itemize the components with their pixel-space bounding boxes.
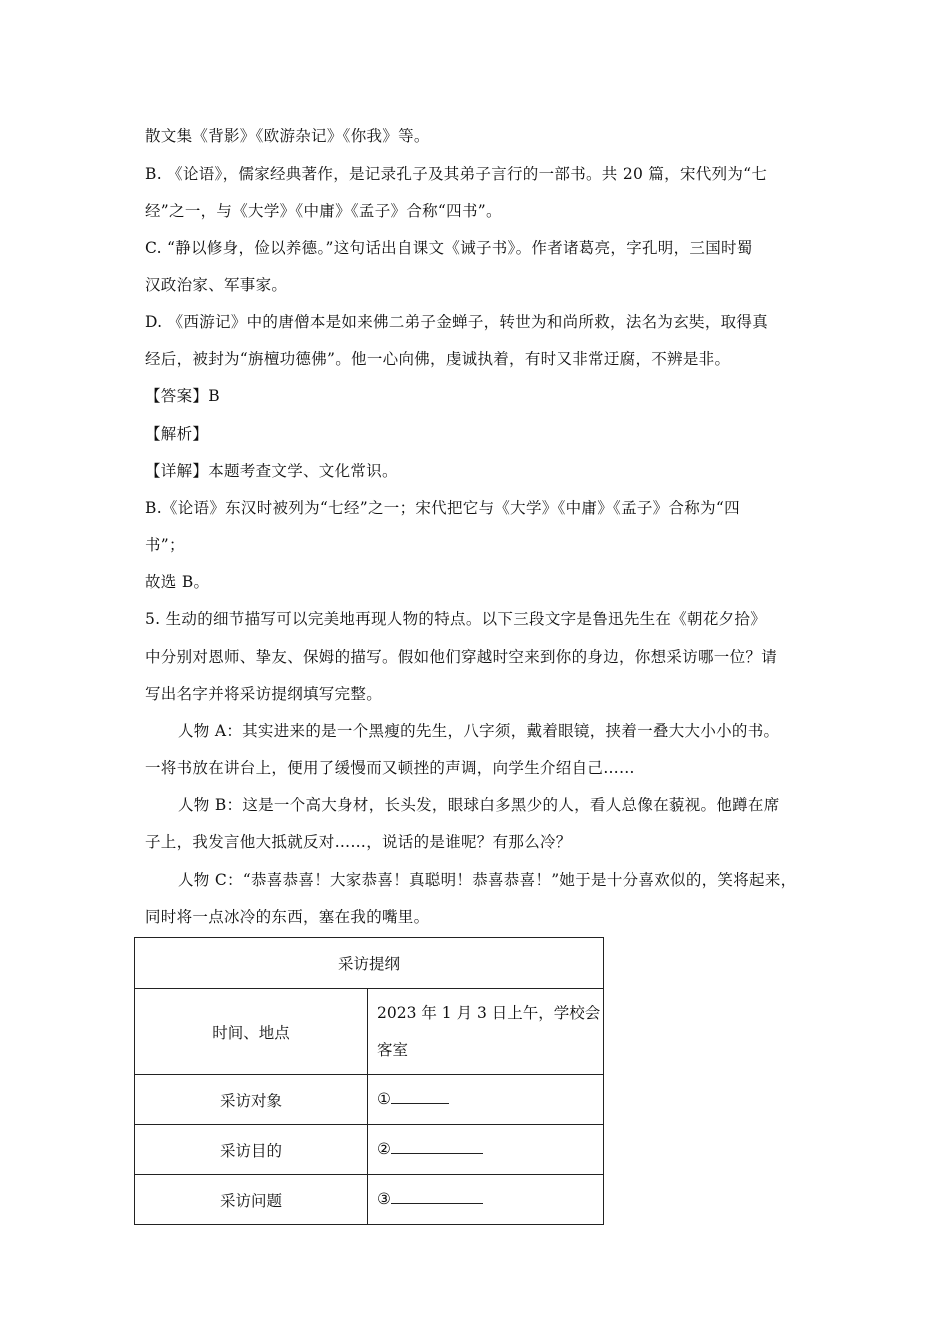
- text-line: 散文集《背影》《欧游杂记》《你我》等。: [145, 127, 430, 145]
- time-place-line2: 客室: [377, 1040, 409, 1059]
- text-line: B.《论语》东汉时被列为“七经”之一；宋代把它与《大学》《中庸》《孟子》合称为“四: [145, 499, 740, 517]
- row-label: 采访目的: [135, 1125, 368, 1175]
- text-line: 经后，被封为“旃檀功德佛”。他一心向佛，虔诚执着，有时又非常迂腐，不辨是非。: [145, 350, 731, 368]
- text-line: 一将书放在讲台上，便用了缓慢而又顿挫的声调，向学生介绍自己……: [145, 759, 635, 777]
- choose-line: 故选 B。: [145, 573, 210, 591]
- answer-cell-1: [368, 1075, 604, 1125]
- row-label: 采访问题: [135, 1175, 368, 1225]
- detail-line: 【详解】本题考查文学、文化常识。: [145, 462, 398, 480]
- row-label: 采访对象: [135, 1075, 368, 1125]
- text-line: 子上，我发言他大抵就反对……，说话的是谁呢？有那么冷？: [145, 833, 572, 851]
- text-line: 经”之一，与《大学》《中庸》《孟子》合称“四书”。: [145, 202, 502, 220]
- time-place-line1: 2023 年 1 月 3 日上午，学校会: [377, 1003, 601, 1022]
- row-label: 时间、地点: [135, 989, 368, 1075]
- question-5-line: 5. 生动的细节描写可以完美地再现人物的特点。以下三段文字是鲁迅先生在《朝花夕拾》: [145, 610, 767, 628]
- marker: ③: [377, 1190, 391, 1208]
- analysis-label: 【解析】: [145, 425, 209, 443]
- table-row: [135, 1125, 604, 1175]
- table-row: [135, 1075, 604, 1125]
- table-row: [135, 1175, 604, 1225]
- text-line: 汉政治家、军事家。: [145, 276, 288, 294]
- character-a-line: 人物 A：其实进来的是一个黑瘦的先生，八字须，戴着眼镜，挟着一叠大大小小的书。: [178, 722, 780, 740]
- table-title: 采访提纲: [135, 938, 604, 989]
- blank-line: [391, 1189, 483, 1204]
- answer-label: 【答案】B: [145, 387, 220, 405]
- marker: ①: [377, 1090, 391, 1108]
- text-line: 写出名字并将采访提纲填写完整。: [145, 685, 383, 703]
- interview-outline-table: [134, 937, 604, 1225]
- blank-line: [391, 1089, 449, 1104]
- text-line: 书”；: [145, 536, 185, 554]
- answer-cell-2: [368, 1125, 604, 1175]
- option-b-line: B. 《论语》，儒家经典著作，是记录孔子及其弟子言行的一部书。共 20 篇，宋代列为“七: [145, 165, 768, 183]
- table-row: [135, 989, 604, 1075]
- marker: ②: [377, 1140, 391, 1158]
- option-d-line: D. 《西游记》中的唐僧本是如来佛二弟子金蝉子，转世为和尚所救，法名为玄奘，取得真: [145, 313, 769, 331]
- text-line: 中分别对恩师、挚友、保姆的描写。假如他们穿越时空来到你的身边，你想采访哪一位？请: [145, 648, 778, 666]
- option-c-line: C. “静以修身，俭以养德。”这句话出自课文《诫子书》。作者诸葛亮，字孔明，三国时蜀: [145, 239, 753, 257]
- character-c-line: 人物 C：“恭喜恭喜！大家恭喜！真聪明！恭喜恭喜！”她于是十分喜欢似的，笑将起来，: [178, 871, 797, 889]
- blank-line: [391, 1139, 483, 1154]
- answer-cell-3: [368, 1175, 604, 1225]
- character-b-line: 人物 B：这是一个高大身材，长头发，眼球白多黑少的人，看人总像在藐视。他蹲在席: [178, 796, 780, 814]
- time-place-cell: [368, 989, 604, 1075]
- text-line: 同时将一点冰冷的东西，塞在我的嘴里。: [145, 908, 430, 926]
